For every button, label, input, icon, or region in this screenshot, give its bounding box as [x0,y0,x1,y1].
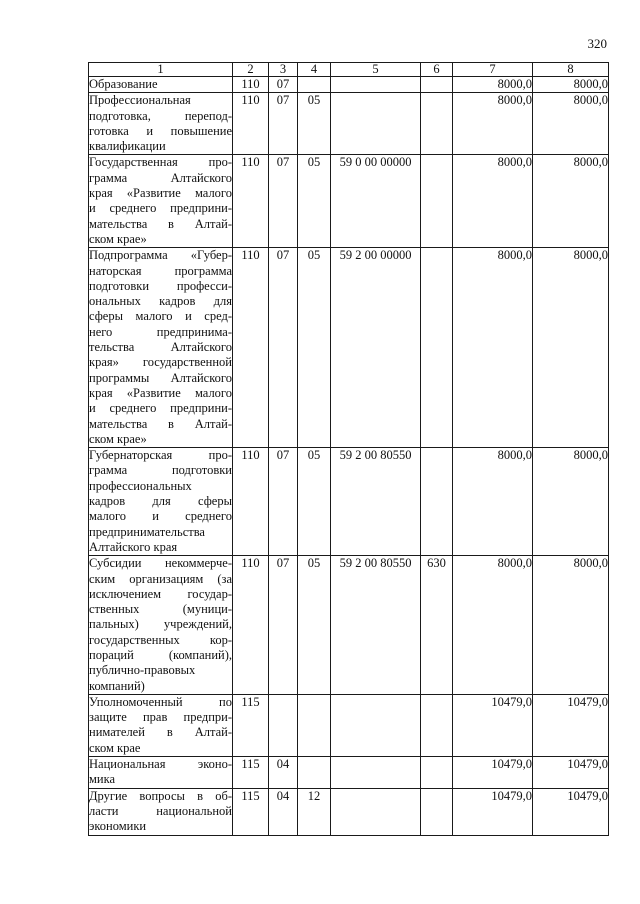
expense-type-cell [421,248,453,448]
amount-cell-col8: 10479,0 [533,788,609,835]
column-number-8: 8 [533,63,609,77]
agency-code-cell: 110 [233,248,269,448]
agency-code-cell: 110 [233,556,269,695]
item-name-line: готовка и повышение [89,123,232,138]
amount-cell-col8: 8000,0 [533,155,609,248]
item-name-line: пальных) учреждений, [89,617,232,632]
amount-cell-col8: 10479,0 [533,694,609,756]
section-code-cell: 07 [269,77,298,93]
table-row [89,93,609,155]
table-row [89,788,609,835]
item-name-cell [89,556,233,695]
column-number-7: 7 [453,63,533,77]
section-code-cell [269,694,298,756]
expense-type-cell [421,93,453,155]
target-article-cell [331,93,421,155]
table-header [89,63,609,77]
column-number-1: 1 [89,63,233,77]
item-name-cell [89,694,233,756]
agency-code-cell: 110 [233,93,269,155]
item-name-line: тельства Алтайского [89,340,232,355]
item-name-line: нимателей в Алтай- [89,725,232,740]
agency-code-cell: 115 [233,694,269,756]
agency-code-cell: 110 [233,448,269,556]
item-name-line: ском крае [89,740,141,755]
item-name-line: публично-правовых [89,663,196,678]
section-code-cell: 07 [269,155,298,248]
item-name-line: пораций (компаний), [89,647,232,662]
item-name-cell [89,155,233,248]
item-name-line: малого и среднего [89,509,232,524]
item-name-line: государственных кор- [89,632,232,647]
item-name-line: профессиональных [89,478,192,493]
page-number: 320 [587,36,607,51]
item-name-line: программы Алтайского [89,370,232,385]
item-name-line: наторская программа [89,263,232,278]
section-code-cell: 04 [269,757,298,789]
item-name-line: мика [89,772,116,787]
agency-code-cell: 110 [233,155,269,248]
section-code-cell: 07 [269,93,298,155]
item-name-line: края «Развитие малого [89,385,232,400]
amount-cell-col7: 8000,0 [453,556,533,695]
amount-cell-col7: 8000,0 [453,155,533,248]
subsection-code-cell: 05 [298,448,331,556]
subsection-code-cell: 05 [298,248,331,448]
item-name-line: квалификации [89,139,166,154]
item-name-cell [89,788,233,835]
target-article-cell [331,788,421,835]
item-name-line: мательства в Алтай- [89,216,232,231]
table-row [89,556,609,695]
amount-cell-col7: 10479,0 [453,788,533,835]
item-name-line: исключением государ- [89,586,232,601]
column-number-2: 2 [233,63,269,77]
amount-cell-col8: 8000,0 [533,556,609,695]
item-name-line: подготовка, перепод- [89,108,232,123]
column-number-4: 4 [298,63,331,77]
amount-cell-col7: 8000,0 [453,93,533,155]
table-row [89,77,609,93]
item-name-line: Национальная эконо- [89,757,232,772]
table-header-row [89,63,609,77]
item-name-line: Профессиональная [89,93,191,108]
item-name-line: него предпринима- [89,324,232,339]
amount-cell-col8: 8000,0 [533,448,609,556]
subsection-code-cell [298,694,331,756]
budget-table [88,62,609,836]
item-name-cell [89,757,233,789]
expense-type-cell [421,757,453,789]
expense-type-cell [421,155,453,248]
amount-cell-col8: 8000,0 [533,248,609,448]
item-name-line: Субсидии некоммерче- [89,556,232,571]
amount-cell-col7: 8000,0 [453,248,533,448]
expense-type-cell [421,788,453,835]
target-article-cell: 59 2 00 80550 [331,556,421,695]
item-name-line: Уполномоченный по [89,694,232,709]
item-name-line: ласти национальной [89,803,232,818]
target-article-cell: 59 2 00 00000 [331,248,421,448]
item-name-line: защите прав предпри- [89,710,232,725]
table-row [89,757,609,789]
item-name-line: сферы малого и сред- [89,309,232,324]
table-row [89,155,609,248]
item-name-line: Государственная про- [89,155,232,170]
item-name-line: мательства в Алтай- [89,416,232,431]
table-row [89,248,609,448]
target-article-cell: 59 0 00 00000 [331,155,421,248]
item-name-line: и среднего предприни- [89,201,232,216]
column-number-5: 5 [331,63,421,77]
item-name-line: Губернаторская про- [89,448,232,463]
subsection-code-cell: 12 [298,788,331,835]
table-body [89,77,609,836]
table-row [89,694,609,756]
item-name-line: Другие вопросы в об- [89,788,232,803]
agency-code-cell: 115 [233,757,269,789]
amount-cell-col8: 8000,0 [533,93,609,155]
agency-code-cell: 110 [233,77,269,93]
item-name-cell [89,93,233,155]
item-name-line: экономики [89,819,147,834]
item-name-line: ском крае» [89,231,147,246]
item-name-line: ском крае» [89,431,147,446]
agency-code-cell: 115 [233,788,269,835]
expense-type-cell [421,77,453,93]
item-name-cell [89,77,233,93]
item-name-line: грамма Алтайского [89,170,232,185]
item-name-line: Образование [89,77,158,91]
section-code-cell: 07 [269,556,298,695]
item-name-cell [89,248,233,448]
target-article-cell: 59 2 00 80550 [331,448,421,556]
section-code-cell: 07 [269,448,298,556]
target-article-cell [331,694,421,756]
item-name-line: ональных кадров для [89,294,232,309]
section-code-cell: 07 [269,248,298,448]
column-number-3: 3 [269,63,298,77]
item-name-line: Подпрограмма «Губер- [89,248,232,263]
amount-cell-col8: 10479,0 [533,757,609,789]
amount-cell-col7: 10479,0 [453,694,533,756]
amount-cell-col7: 8000,0 [453,77,533,93]
item-name-line: подготовки професси- [89,278,232,293]
target-article-cell [331,77,421,93]
amount-cell-col8: 8000,0 [533,77,609,93]
table-row [89,448,609,556]
subsection-code-cell [298,77,331,93]
item-name-line: грамма подготовки [89,463,232,478]
column-number-6: 6 [421,63,453,77]
amount-cell-col7: 10479,0 [453,757,533,789]
item-name-line: Алтайского края [89,539,178,554]
subsection-code-cell [298,757,331,789]
item-name-line: края «Развитие малого [89,186,232,201]
subsection-code-cell: 05 [298,93,331,155]
item-name-line: и среднего предприни- [89,401,232,416]
subsection-code-cell: 05 [298,155,331,248]
section-code-cell: 04 [269,788,298,835]
item-name-cell [89,448,233,556]
item-name-line: кадров для сферы [89,494,232,509]
item-name-line: ским организациям (за [89,571,232,586]
item-name-line: компаний) [89,678,145,693]
expense-type-cell [421,694,453,756]
amount-cell-col7: 8000,0 [453,448,533,556]
expense-type-cell [421,448,453,556]
item-name-line: края» государственной [89,355,232,370]
target-article-cell [331,757,421,789]
subsection-code-cell: 05 [298,556,331,695]
expense-type-cell: 630 [421,556,453,695]
item-name-line: ственных (муници- [89,602,232,617]
item-name-line: предпринимательства [89,524,205,539]
